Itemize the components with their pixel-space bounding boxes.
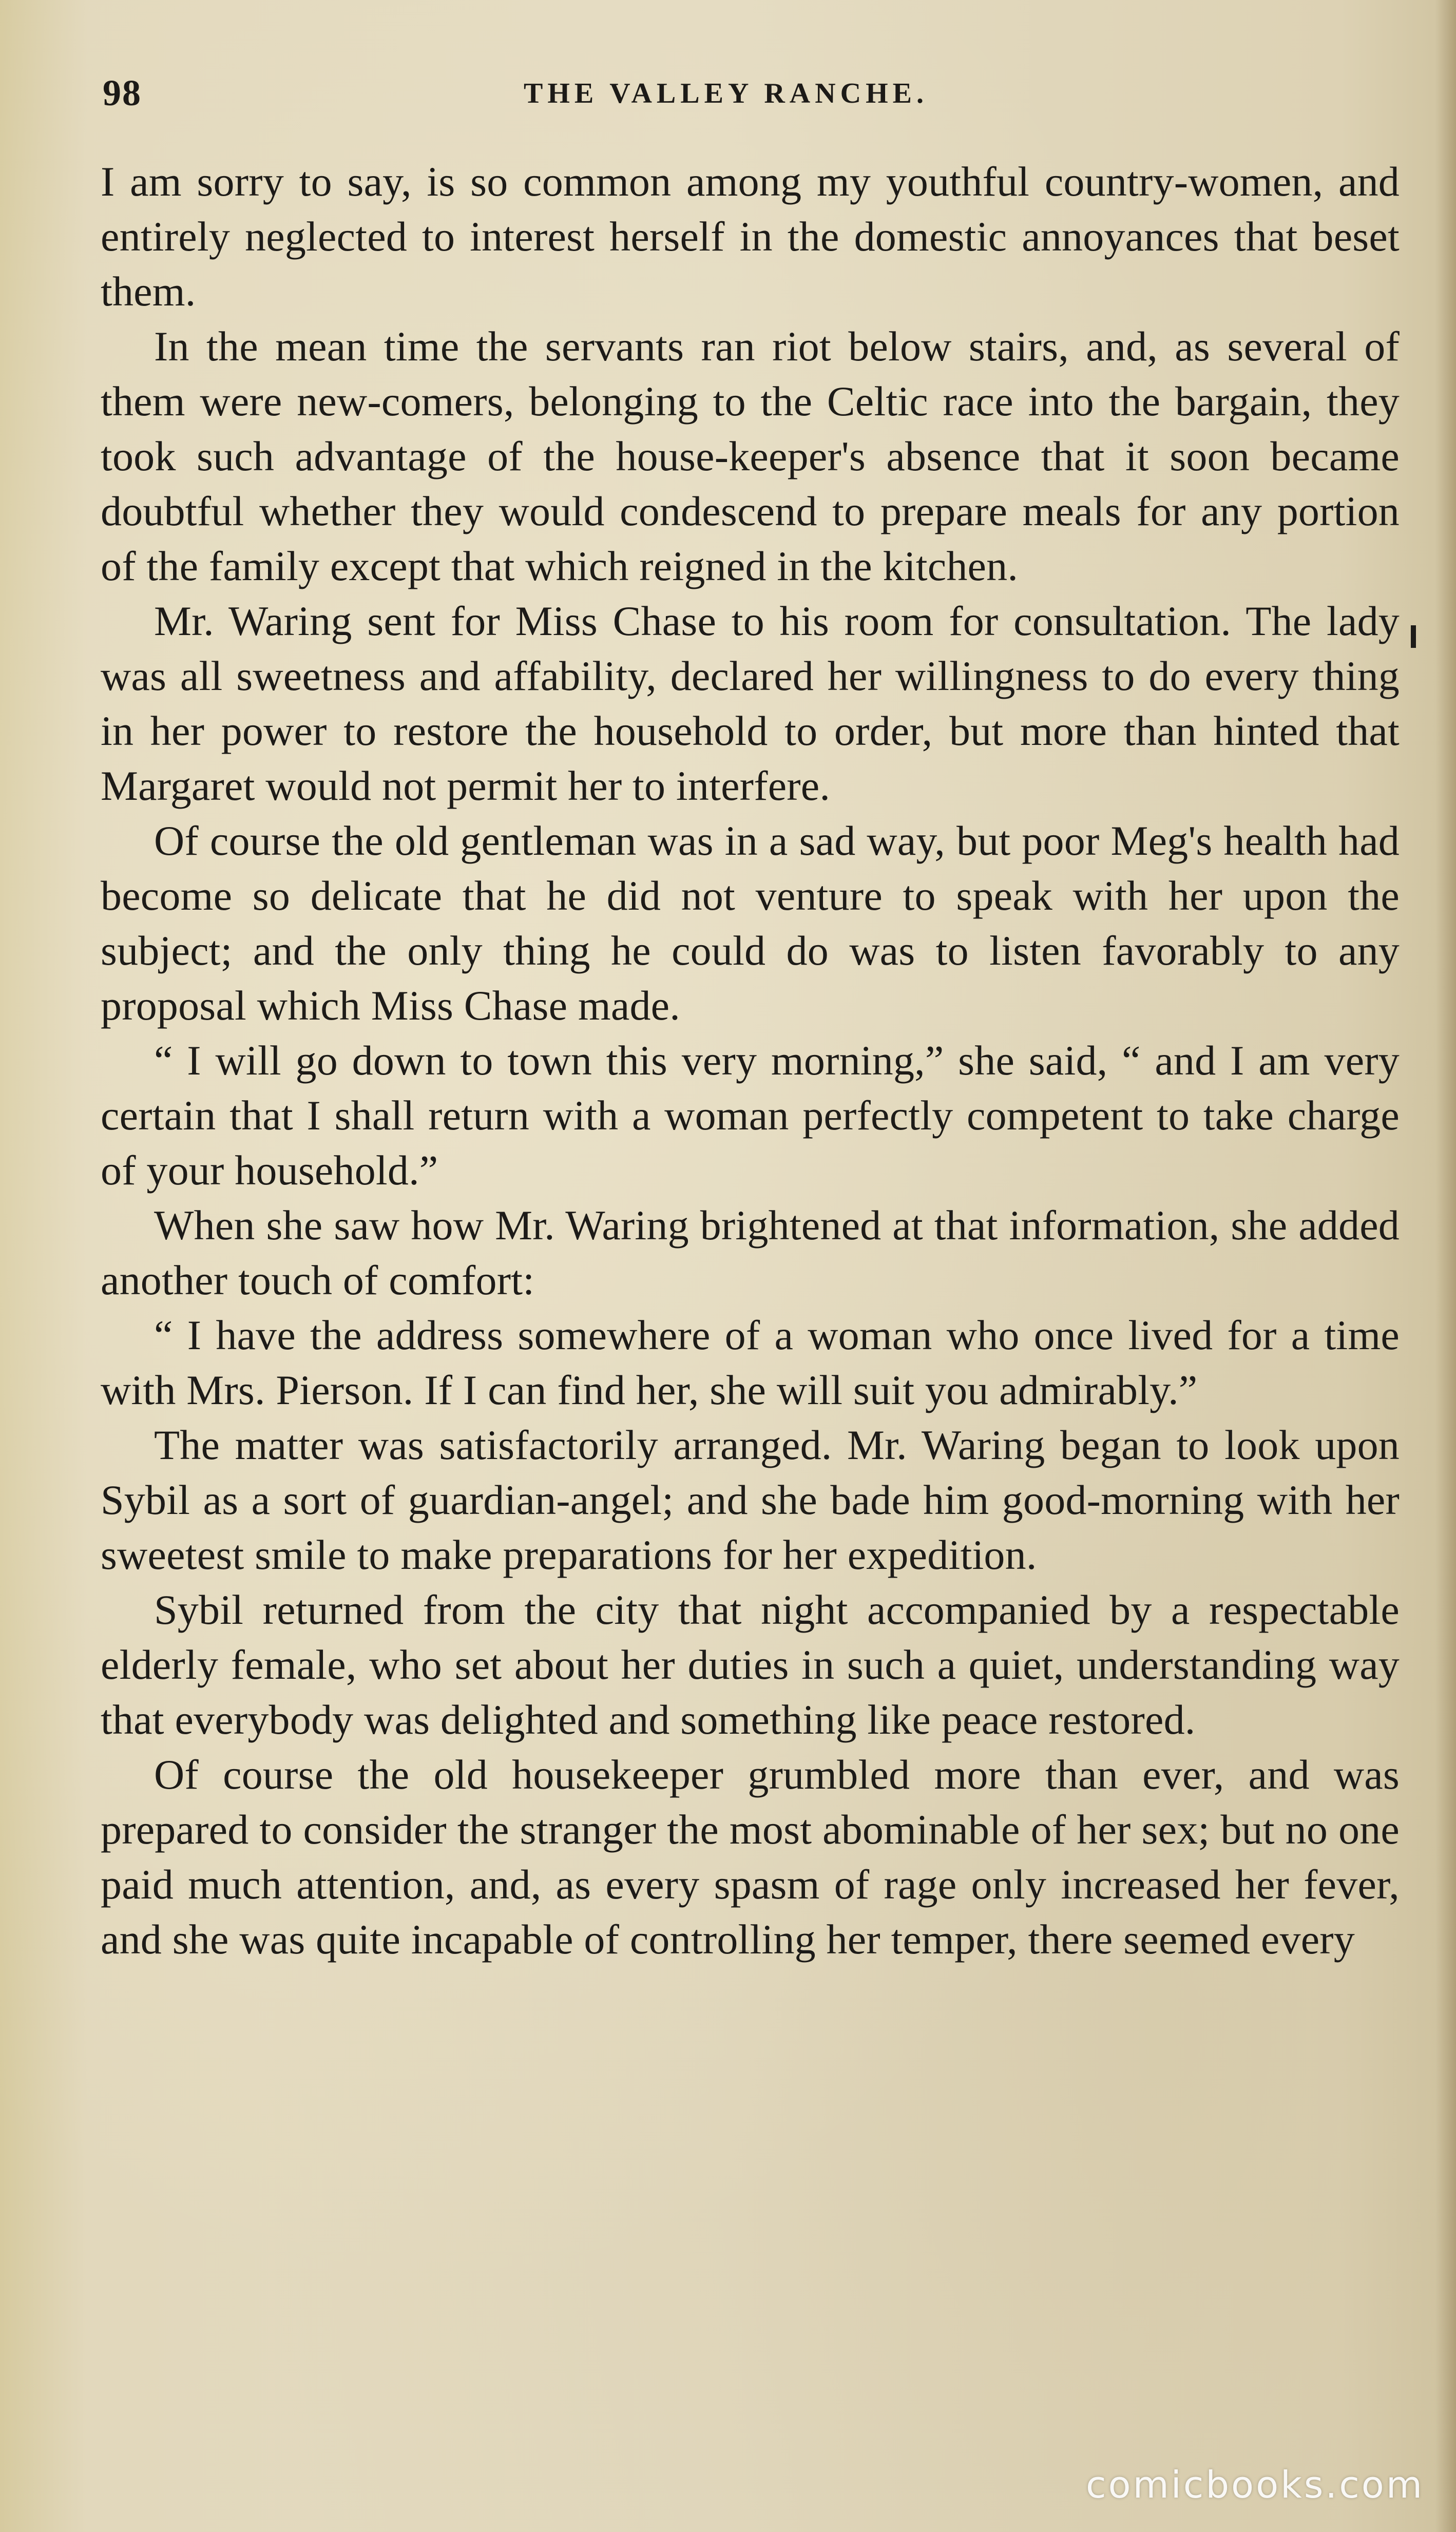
- paragraph: Mr. Waring sent for Miss Chase to his room for consultation. The lady was all sweetness and affability, declared her willingness to do every thing in her power to restore the household to order, but more than hinted that Margaret would not permit her to interfere.: [101, 598, 1400, 809]
- page-edge-shadow: [1435, 0, 1456, 2532]
- watermark: comicbooks.com: [1085, 2463, 1424, 2506]
- paragraph: In the mean time the servants ran riot below stairs, and, as several of them were new-comers, belonging to the Celtic race into the bargain, they took such advantage of the house-keeper's absence that it soon became doubtful whether they would condescend to prepare meals for any portion of the family except that which reigned in the kitchen.: [101, 323, 1400, 589]
- paragraph: “ I have the address somewhere of a woman who once lived for a time with Mrs. Pierson. If I can find her, she will suit you admirably.”: [101, 1312, 1400, 1413]
- page-number: 98: [103, 72, 142, 113]
- paragraph: The matter was satisfactorily arranged. Mr. Waring began to look upon Sybil as a sort of guardian-angel; and she bade him good-morning with her sweetest smile to make preparations for her expedition.: [101, 1422, 1400, 1578]
- paragraph: Sybil returned from the city that night accompanied by a respectable elderly female, who set about her duties in such a quiet, understanding way that everybody was delighted and something like peace restored.: [101, 1586, 1400, 1743]
- paragraph: I am sorry to say, is so common among my youthful country-women, and entirely neglected to interest herself in the domestic annoyances that beset them.: [101, 158, 1400, 315]
- running-head: THE VALLEY RANCHE.: [524, 78, 929, 109]
- page-header: [103, 72, 1396, 128]
- body-text: [101, 154, 1400, 1967]
- paragraph: When she saw how Mr. Waring brightened at that information, she added another touch of comfort:: [101, 1202, 1400, 1303]
- margin-mark: [1411, 625, 1416, 648]
- paragraph: Of course the old gentleman was in a sad way, but poor Meg's health had become so delicate that he did not venture to speak with her upon the subject; and the only thing he could do was to listen favorably to any proposal which Miss Chase made.: [101, 817, 1400, 1029]
- paragraph: Of course the old housekeeper grumbled more than ever, and was prepared to consider the stranger the most abominable of her sex; but no one paid much attention, and, as every spasm of rage only increased her fever, and she was quite incapable of controlling her temper, there seemed every: [101, 1751, 1400, 1963]
- paragraph: “ I will go down to town this very morning,” she said, “ and I am very certain that I shall return with a woman perfectly competent to take charge of your household.”: [101, 1037, 1400, 1194]
